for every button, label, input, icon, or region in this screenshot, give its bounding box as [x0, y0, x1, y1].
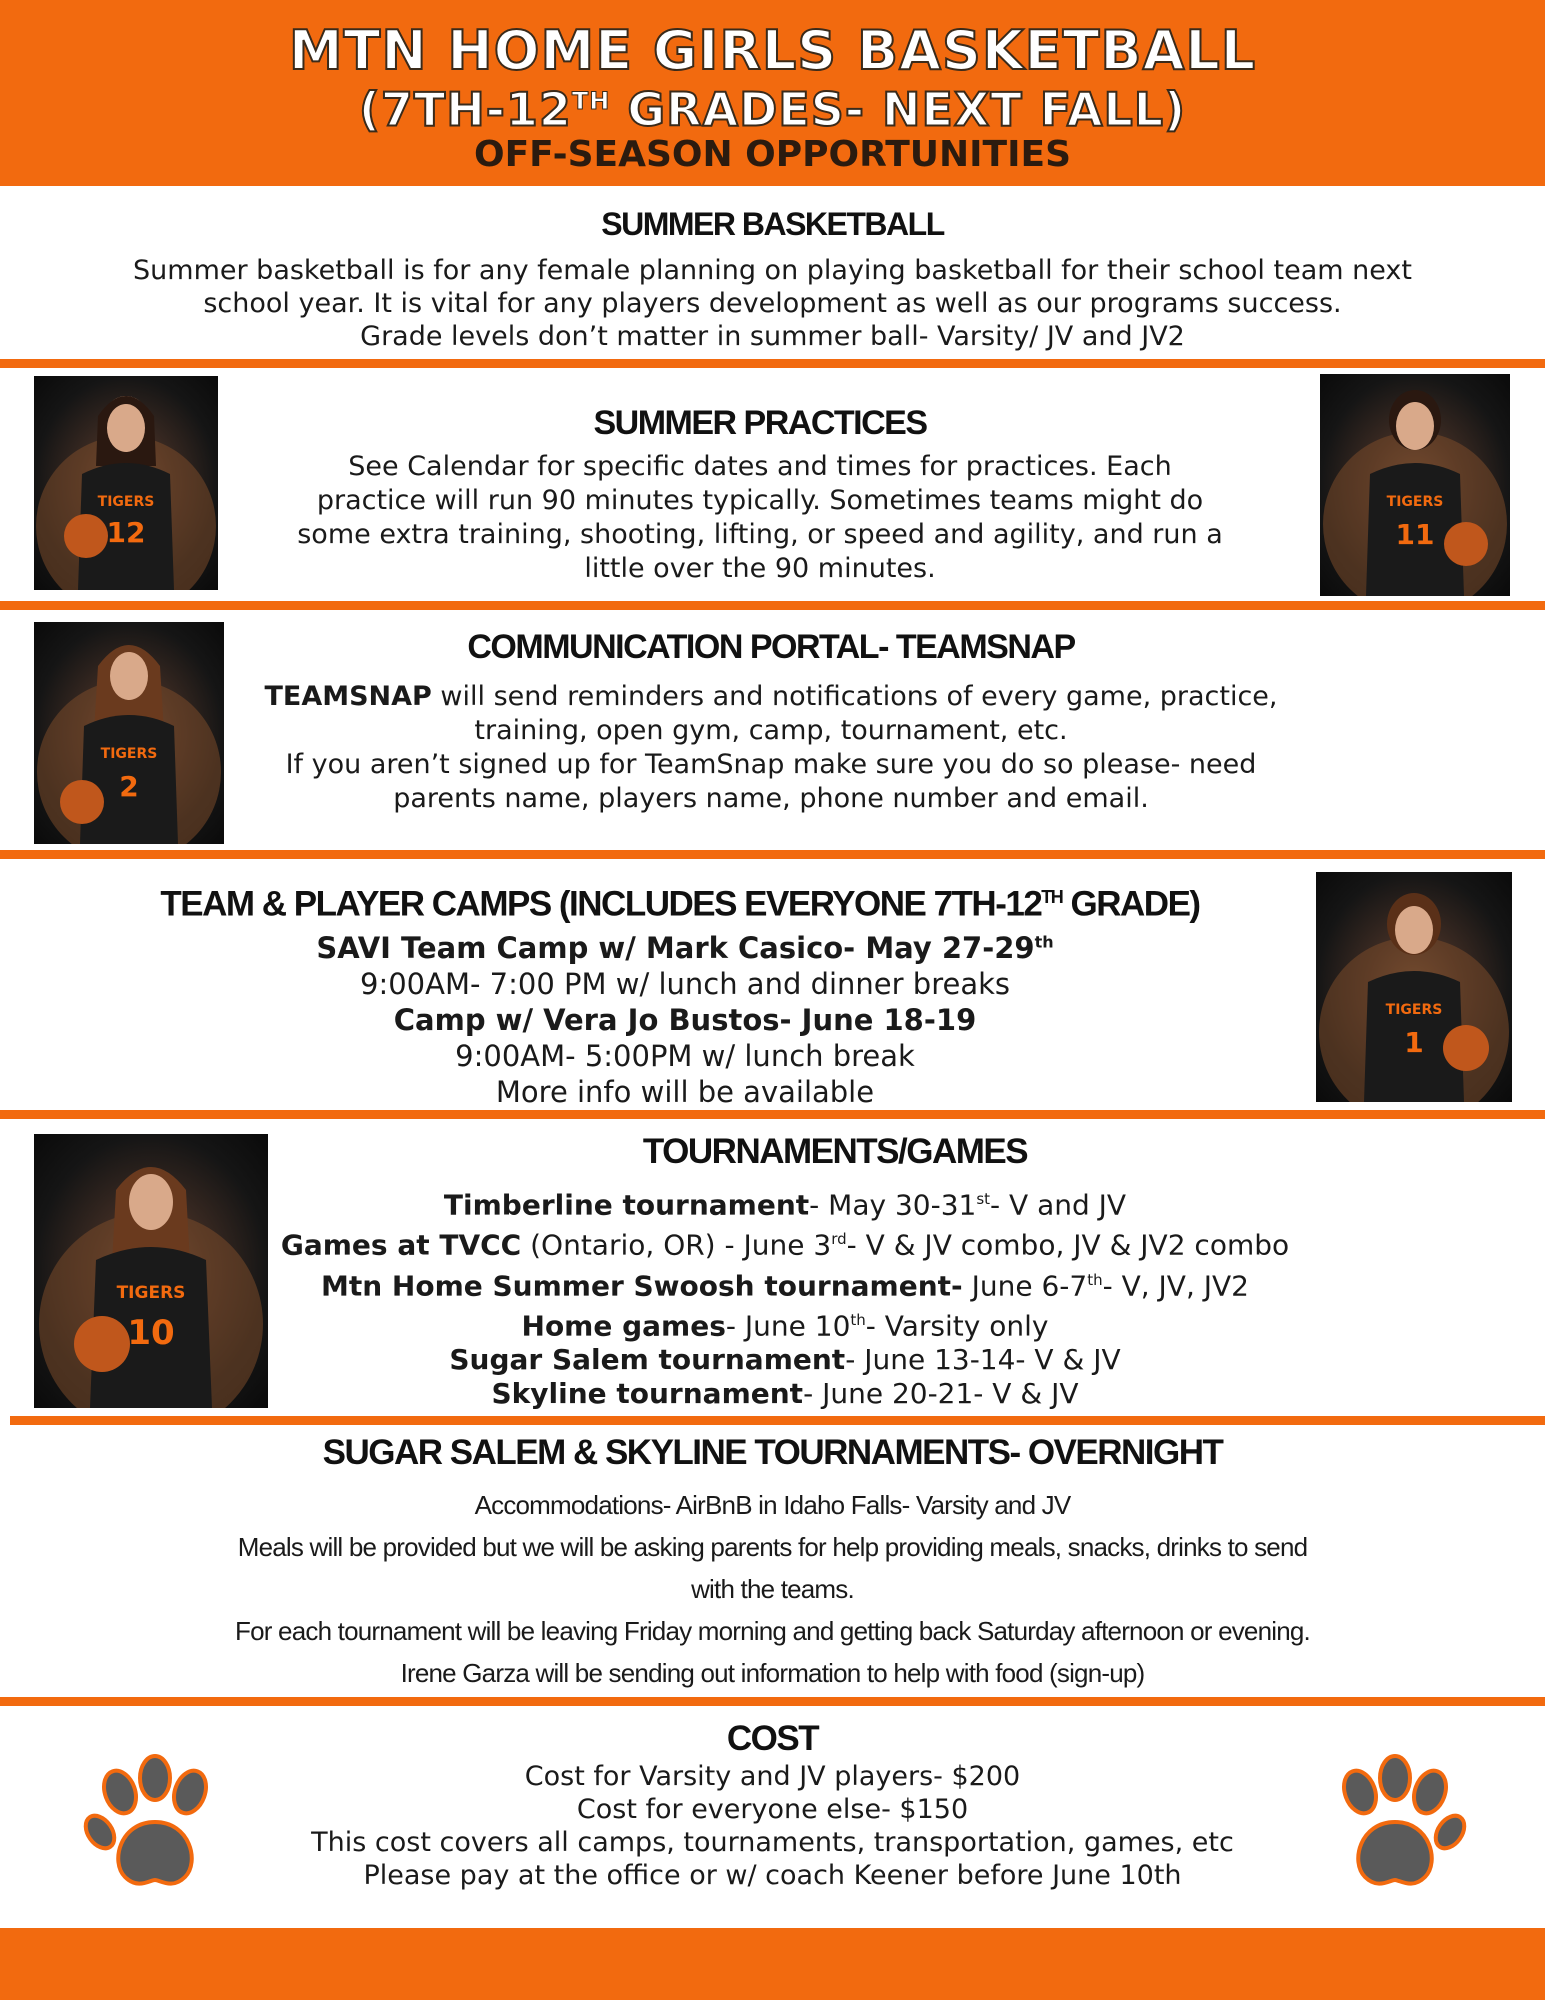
- overnight-heading: SUGAR SALEM & SKYLINE TOURNAMENTS- OVERNIGHT: [322, 1433, 1223, 1472]
- text-line: Meals will be provided but we will be asking parents for help providing meals, snacks, drinks to send: [237, 1532, 1308, 1562]
- section-divider: [10, 1416, 1545, 1425]
- jersey-number: 2: [119, 770, 139, 803]
- paw-print-icon: [1320, 1752, 1470, 1902]
- text-line: with the teams.: [691, 1574, 854, 1604]
- tournaments-list: [260, 1182, 1310, 1411]
- text-line: This cost covers all camps, tournaments, transportation, games, etc: [311, 1827, 1234, 1858]
- tournament-row: Skyline tournament- June 20-21- V & JV: [491, 1377, 1079, 1411]
- player-silhouette-icon: [34, 622, 224, 844]
- teamsnap-brand: TEAMSNAP: [264, 681, 432, 712]
- text-line: some extra training, shooting, lifting, or speed and agility, and run a: [297, 519, 1223, 550]
- page-title: MTN HOME GIRLS BASKETBALL: [288, 19, 1257, 82]
- text-line: training, open gym, camp, tournament, etc.: [474, 715, 1068, 746]
- summer-practices-text: [230, 450, 1290, 586]
- player-silhouette-icon: [34, 1134, 268, 1408]
- communication-heading: COMMUNICATION PORTAL- TEAMSNAP: [467, 628, 1075, 666]
- summer-basketball-heading: SUMMER BASKETBALL: [601, 206, 944, 242]
- player-silhouette-icon: [1316, 872, 1512, 1102]
- section-divider: [0, 1110, 1545, 1119]
- summer-practices-heading: SUMMER PRACTICES: [593, 404, 927, 442]
- paw-print-icon: [80, 1752, 230, 1902]
- footer-banner: [0, 1928, 1545, 2000]
- camp-2-time: 9:00AM- 5:00PM w/ lunch break: [455, 1038, 915, 1073]
- text-line: school year. It is vital for any players development as well as our programs success.: [203, 288, 1342, 319]
- player-photo-10: [34, 1134, 268, 1408]
- jersey-number: 11: [1395, 518, 1435, 551]
- text-line: Irene Garza will be sending out information to help with food (sign-up): [400, 1658, 1145, 1688]
- communication-text: [236, 680, 1306, 816]
- cost-heading: COST: [726, 1719, 819, 1758]
- section-divider: [0, 359, 1545, 368]
- text-line: Cost for Varsity and JV players- $200: [524, 1761, 1021, 1792]
- player-photo-2: [34, 622, 224, 844]
- player-photo-12: [34, 376, 218, 590]
- tournament-row: Sugar Salem tournament- June 13-14- V & JV: [449, 1343, 1121, 1377]
- jersey-text: TIGERS: [116, 1283, 186, 1303]
- camps-text: [0, 924, 1370, 1110]
- jersey-text: TIGERS: [100, 746, 158, 762]
- page-subtitle: OFF-SEASON OPPORTUNITIES: [473, 134, 1072, 175]
- text-line: little over the 90 minutes.: [584, 553, 936, 584]
- camps-heading: TEAM & PLAYER CAMPS (INCLUDES EVERYONE 7TH-12TH GRADE): [160, 884, 1200, 924]
- section-divider: [0, 850, 1545, 859]
- jersey-text: TIGERS: [1386, 494, 1444, 510]
- section-divider: [0, 601, 1545, 610]
- text-line: See Calendar for specific dates and times for practices. Each: [348, 451, 1172, 482]
- tournament-row: Games at TVCC (Ontario, OR) - June 3rd- V & JV combo, JV & JV2 combo: [280, 1228, 1290, 1262]
- jersey-text: TIGERS: [1385, 1002, 1443, 1018]
- camp-1-title: SAVI Team Camp w/ Mark Casico- May 27-29th: [316, 930, 1054, 965]
- text-line: Grade levels don’t matter in summer ball- Varsity/ JV and JV2: [360, 321, 1185, 352]
- player-photo-1: [1316, 872, 1512, 1102]
- jersey-text: TIGERS: [97, 494, 155, 510]
- player-silhouette-icon: [34, 376, 218, 590]
- tournament-row: Home games- June 10th- Varsity only: [521, 1309, 1049, 1343]
- player-silhouette-icon: [1320, 374, 1510, 596]
- jersey-number: 12: [106, 516, 146, 549]
- player-photo-11: [1320, 374, 1510, 596]
- tournament-row: Mtn Home Summer Swoosh tournament- June 6-7th- V, JV, JV2: [321, 1268, 1249, 1302]
- camps-note: More info will be available: [495, 1074, 875, 1109]
- camp-2-title: Camp w/ Vera Jo Bustos- June 18-19: [393, 1002, 977, 1037]
- text-line: practice will run 90 minutes typically. Sometimes teams might do: [316, 485, 1204, 516]
- text-line: Summer basketball is for any female planning on playing basketball for their school team next: [133, 255, 1412, 286]
- summer-basketball-text: [0, 254, 1545, 353]
- cost-text: [200, 1760, 1345, 1892]
- tournament-row: Timberline tournament- May 30-31st- V and JV: [443, 1188, 1127, 1222]
- text-line: For each tournament will be leaving Friday morning and getting back Saturday afternoon or evening.: [235, 1616, 1310, 1646]
- text-line: Accommodations- AirBnB in Idaho Falls- Varsity and JV: [474, 1490, 1071, 1520]
- page-title-grades: (7TH-12TH GRADES- NEXT FALL): [358, 82, 1187, 137]
- jersey-number: 10: [127, 1313, 175, 1353]
- text-line: Cost for everyone else- $150: [576, 1794, 969, 1825]
- text-line: If you aren’t signed up for TeamSnap make sure you do so please- need: [285, 749, 1257, 780]
- section-divider: [0, 1697, 1545, 1706]
- text-line: parents name, players name, phone number and email.: [393, 783, 1149, 814]
- text-line: Please pay at the office or w/ coach Keener before June 10th: [363, 1860, 1182, 1891]
- text-line: TEAMSNAP will send reminders and notifications of every game, practice,: [264, 681, 1278, 712]
- overnight-text: [0, 1484, 1545, 1694]
- camp-1-time: 9:00AM- 7:00 PM w/ lunch and dinner breaks: [360, 966, 1010, 1001]
- jersey-number: 1: [1404, 1026, 1424, 1059]
- tournaments-heading: TOURNAMENTS/GAMES: [642, 1132, 1028, 1171]
